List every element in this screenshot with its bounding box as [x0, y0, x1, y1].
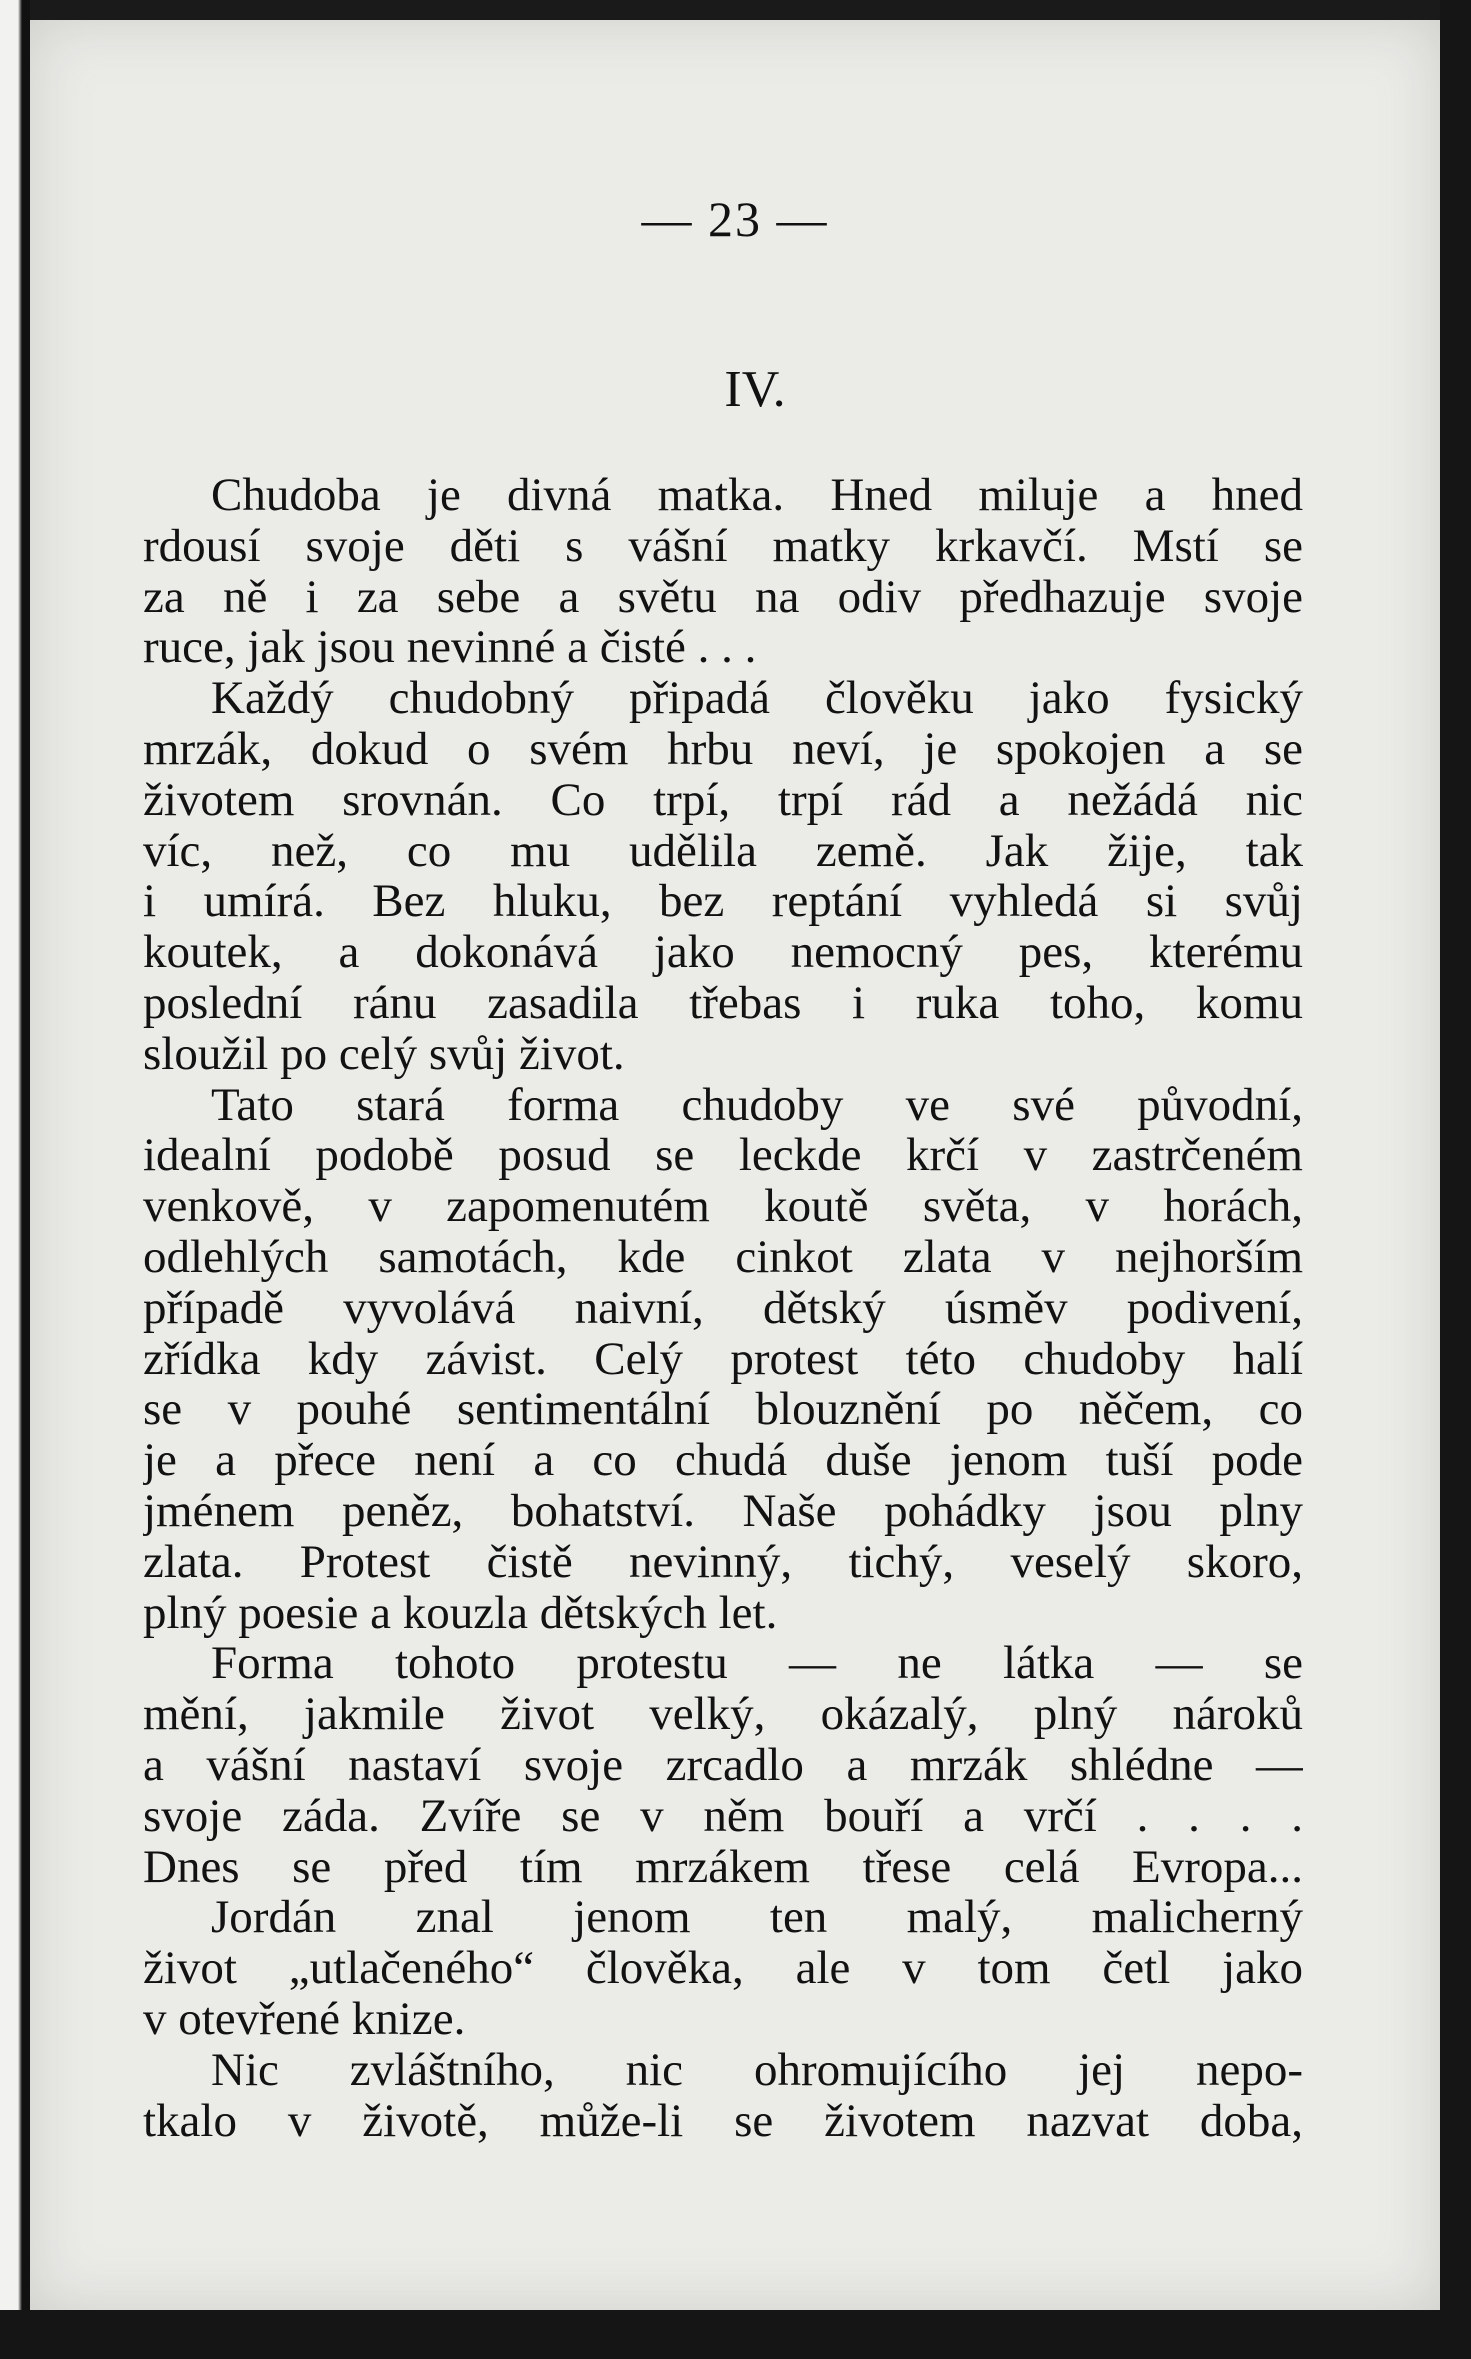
- text-line: mrzák, dokud o svém hrbu neví, je spokojen a se: [143, 723, 1303, 775]
- text-line: život „utlačeného“ člověka, ale v tom četl jako: [143, 1943, 1303, 1994]
- text-line: životem srovnán. Co trpí, trpí rád a nežádá nic: [143, 774, 1303, 826]
- text-line: v otevřené knize.: [143, 1993, 466, 2045]
- text-line: víc, než, co mu udělila země. Jak žije, tak: [143, 825, 1303, 877]
- book-page: [30, 20, 1440, 2310]
- text-line: zřídka kdy závist. Celý protest této chudoby halí: [143, 1333, 1303, 1385]
- body-text: [143, 470, 1303, 2146]
- text-line: Jordán znal jenom ten malý, malicherný: [211, 1892, 1303, 1944]
- text-line: Dnes se před tím mrzákem třese celá Evropa...: [143, 1841, 1303, 1893]
- text-line: sloužil po celý svůj život.: [143, 1028, 625, 1080]
- text-line: a vášní nastaví svoje zrcadlo a mrzák shlédne —: [143, 1739, 1303, 1791]
- text-line: Každý chudobný připadá člověku jako fysický: [211, 673, 1303, 724]
- text-line: koutek, a dokonává jako nemocný pes, kterému: [143, 927, 1303, 978]
- text-line: i umírá. Bez hluku, bez reptání vyhledá si svůj: [143, 876, 1303, 928]
- page-number: — 23 —: [641, 191, 829, 247]
- text-line: Chudoba je divná matka. Hned miluje a hned: [211, 470, 1303, 521]
- bottom-scan-border: [0, 2310, 1471, 2359]
- text-line: Nic zvláštního, nic ohromujícího jej nepo-: [211, 2044, 1303, 2096]
- text-line: ruce, jak jsou nevinné a čisté . . .: [143, 622, 757, 674]
- text-line: se v pouhé sentimentální blouznění po něčem, co: [143, 1384, 1303, 1436]
- text-line: tkalo v životě, může-li se životem nazvat doba,: [143, 2095, 1303, 2147]
- right-scan-border: [1440, 0, 1471, 2359]
- chapter-heading: IV.: [724, 361, 786, 418]
- text-line: je a přece není a co chudá duše jenom tuší pode: [143, 1435, 1303, 1486]
- text-line: odlehlých samotách, kde cinkot zlata v nejhorším: [143, 1231, 1303, 1283]
- text-line: Tato stará forma chudoby ve své původní,: [211, 1079, 1303, 1131]
- text-line: poslední ránu zasadila třebas i ruka toho, komu: [143, 977, 1303, 1029]
- text-line: jménem peněz, bohatství. Naše pohádky jsou plny: [143, 1485, 1303, 1537]
- text-line: mění, jakmile život velký, okázalý, plný nároků: [143, 1689, 1303, 1740]
- left-page-edge: [0, 0, 30, 2359]
- text-line: Forma tohoto protestu — ne látka — se: [211, 1638, 1303, 1690]
- text-line: plný poesie a kouzla dětských let.: [143, 1587, 778, 1639]
- text-line: případě vyvolává naivní, dětský úsměv podivení,: [143, 1282, 1303, 1334]
- text-line: svoje záda. Zvíře se v něm bouří a vrčí . . . .: [143, 1790, 1303, 1842]
- text-line: rdousí svoje děti s vášní matky krkavčí. Mstí se: [143, 520, 1303, 572]
- text-line: venkově, v zapomenutém koutě světa, v horách,: [143, 1181, 1303, 1232]
- text-line: za ně i za sebe a světu na odiv předhazuje svoje: [143, 571, 1303, 623]
- text-line: zlata. Protest čistě nevinný, tichý, veselý skoro,: [143, 1536, 1303, 1588]
- text-line: idealní podobě posud se leckde krčí v zastrčeném: [143, 1130, 1303, 1182]
